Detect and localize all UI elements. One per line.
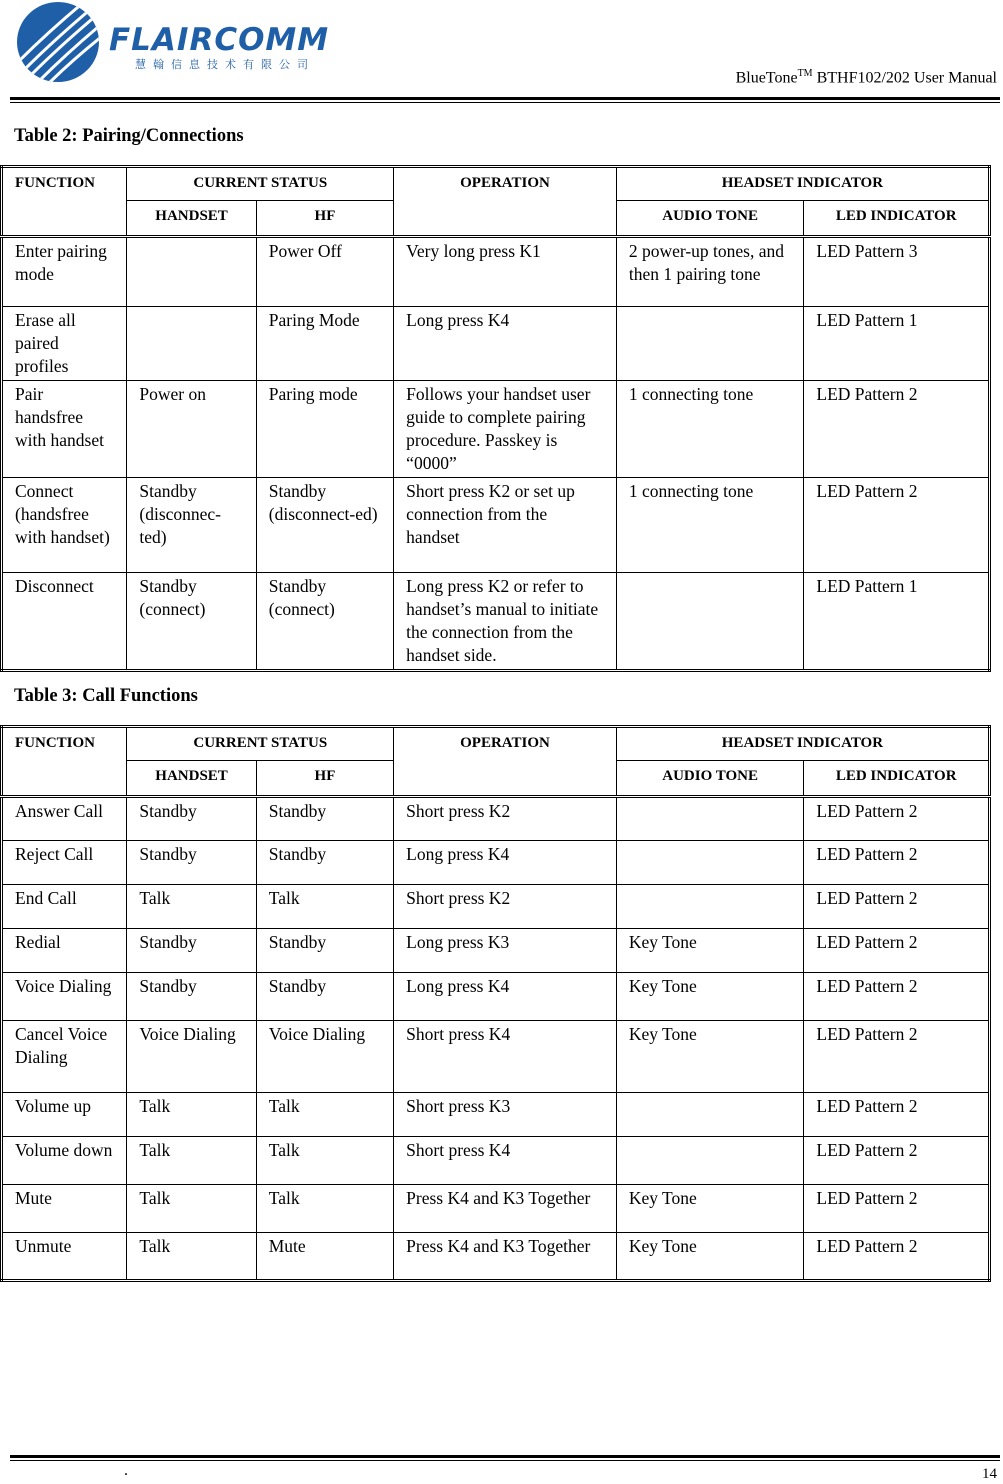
col-led-indicator: LED INDICATOR bbox=[804, 761, 990, 797]
col-headset-indicator: HEADSET INDICATOR bbox=[616, 727, 989, 761]
cell-handset: Standby bbox=[127, 929, 256, 973]
col-hf: HF bbox=[256, 761, 393, 797]
cell-handset bbox=[127, 237, 256, 307]
company-logo bbox=[14, 0, 330, 84]
cell-hf: Standby (connect) bbox=[256, 573, 393, 671]
col-operation: OPERATION bbox=[394, 727, 617, 797]
table-row bbox=[2, 1233, 990, 1281]
cell-audio-tone bbox=[616, 885, 804, 929]
cell-audio-tone: 1 connecting tone bbox=[616, 381, 804, 478]
col-audio-tone: AUDIO TONE bbox=[616, 201, 804, 237]
table-row bbox=[2, 573, 990, 671]
table-row bbox=[2, 307, 990, 381]
cell-audio-tone: Key Tone bbox=[616, 1185, 804, 1233]
cell-handset: Talk bbox=[127, 1185, 256, 1233]
cell-audio-tone: Key Tone bbox=[616, 973, 804, 1021]
cell-led: LED Pattern 2 bbox=[804, 973, 990, 1021]
cell-audio-tone bbox=[616, 1137, 804, 1185]
cell-hf: Talk bbox=[256, 1185, 393, 1233]
col-headset-indicator: HEADSET INDICATOR bbox=[616, 167, 989, 201]
cell-handset: Voice Dialing bbox=[127, 1021, 256, 1093]
cell-led: LED Pattern 1 bbox=[804, 573, 990, 671]
cell-hf: Standby (disconnect-ed) bbox=[256, 478, 393, 573]
cell-led: LED Pattern 2 bbox=[804, 841, 990, 885]
cell-function: Volume down bbox=[2, 1137, 127, 1185]
table-row bbox=[2, 478, 990, 573]
cell-operation: Press K4 and K3 Together bbox=[394, 1185, 617, 1233]
table3-caption: Table 3: Call Functions bbox=[14, 686, 198, 706]
cell-function: Unmute bbox=[2, 1233, 127, 1281]
cell-function: Connect (handsfree with handset) bbox=[2, 478, 127, 573]
table-call-functions bbox=[0, 725, 991, 1282]
cell-function: Erase all paired profiles bbox=[2, 307, 127, 381]
table-row bbox=[2, 929, 990, 973]
col-operation: OPERATION bbox=[394, 167, 617, 237]
cell-operation: Very long press K1 bbox=[394, 237, 617, 307]
cell-hf: Standby bbox=[256, 973, 393, 1021]
cell-operation: Long press K4 bbox=[394, 841, 617, 885]
cell-function: Enter pairing mode bbox=[2, 237, 127, 307]
table-row bbox=[2, 797, 990, 841]
cell-hf: Paring Mode bbox=[256, 307, 393, 381]
cell-led: LED Pattern 1 bbox=[804, 307, 990, 381]
col-handset: HANDSET bbox=[127, 201, 256, 237]
cell-led: LED Pattern 3 bbox=[804, 237, 990, 307]
cell-handset: Standby bbox=[127, 841, 256, 885]
col-handset: HANDSET bbox=[127, 761, 256, 797]
cell-led: LED Pattern 2 bbox=[804, 381, 990, 478]
cell-hf: Voice Dialing bbox=[256, 1021, 393, 1093]
header-rule bbox=[10, 97, 1000, 100]
cell-handset: Standby (connect) bbox=[127, 573, 256, 671]
cell-function: End Call bbox=[2, 885, 127, 929]
col-current-status: CURRENT STATUS bbox=[127, 727, 394, 761]
col-current-status: CURRENT STATUS bbox=[127, 167, 394, 201]
cell-hf: Standby bbox=[256, 929, 393, 973]
cell-hf: Talk bbox=[256, 1093, 393, 1137]
cell-function: Volume up bbox=[2, 1093, 127, 1137]
table-row bbox=[2, 1093, 990, 1137]
cell-handset: Standby bbox=[127, 973, 256, 1021]
cell-audio-tone bbox=[616, 573, 804, 671]
cell-handset: Talk bbox=[127, 885, 256, 929]
col-hf: HF bbox=[256, 201, 393, 237]
footer-rule-thin bbox=[10, 1460, 1000, 1461]
trademark-mark: TM bbox=[797, 68, 813, 79]
table-row bbox=[2, 381, 990, 478]
cell-led: LED Pattern 2 bbox=[804, 1137, 990, 1185]
table-row bbox=[2, 973, 990, 1021]
cell-function: Reject Call bbox=[2, 841, 127, 885]
cell-operation: Long press K4 bbox=[394, 973, 617, 1021]
cell-function: Voice Dialing bbox=[2, 973, 127, 1021]
col-function: FUNCTION bbox=[2, 727, 127, 797]
cell-handset bbox=[127, 307, 256, 381]
cell-function: Disconnect bbox=[2, 573, 127, 671]
cell-audio-tone bbox=[616, 841, 804, 885]
cell-operation: Follows your handset user guide to complete pairing procedure. Passkey is “0000” bbox=[394, 381, 617, 478]
cell-audio-tone: 2 power-up tones, and then 1 pairing tone bbox=[616, 237, 804, 307]
cell-function: Cancel Voice Dialing bbox=[2, 1021, 127, 1093]
cell-handset: Standby (disconnec-ted) bbox=[127, 478, 256, 573]
table-row bbox=[2, 1185, 990, 1233]
cell-hf: Standby bbox=[256, 797, 393, 841]
table-row bbox=[2, 1137, 990, 1185]
document-title bbox=[736, 68, 997, 87]
footer-rule bbox=[10, 1455, 1000, 1458]
cell-hf: Mute bbox=[256, 1233, 393, 1281]
cell-operation: Press K4 and K3 Together bbox=[394, 1233, 617, 1281]
cell-led: LED Pattern 2 bbox=[804, 1021, 990, 1093]
cell-operation: Short press K4 bbox=[394, 1137, 617, 1185]
cell-audio-tone bbox=[616, 797, 804, 841]
cell-led: LED Pattern 2 bbox=[804, 478, 990, 573]
cell-function: Answer Call bbox=[2, 797, 127, 841]
logo-subtext: 慧翰信息技术有限公司 bbox=[135, 58, 315, 71]
cell-operation: Long press K3 bbox=[394, 929, 617, 973]
cell-hf: Talk bbox=[256, 1137, 393, 1185]
cell-hf: Talk bbox=[256, 885, 393, 929]
cell-led: LED Pattern 2 bbox=[804, 885, 990, 929]
cell-audio-tone: Key Tone bbox=[616, 929, 804, 973]
table-row bbox=[2, 1021, 990, 1093]
cell-audio-tone: Key Tone bbox=[616, 1021, 804, 1093]
cell-operation: Short press K2 bbox=[394, 885, 617, 929]
cell-led: LED Pattern 2 bbox=[804, 1185, 990, 1233]
doc-title-prefix: BlueTone bbox=[735, 69, 798, 87]
doc-title-suffix: BTHF102/202 User Manual bbox=[812, 69, 997, 87]
cell-led: LED Pattern 2 bbox=[804, 929, 990, 973]
cell-hf: Power Off bbox=[256, 237, 393, 307]
cell-operation: Short press K4 bbox=[394, 1021, 617, 1093]
table2-caption: Table 2: Pairing/Connections bbox=[14, 126, 244, 146]
cell-operation: Short press K3 bbox=[394, 1093, 617, 1137]
cell-led: LED Pattern 2 bbox=[804, 1233, 990, 1281]
cell-audio-tone bbox=[616, 1093, 804, 1137]
table-row bbox=[2, 841, 990, 885]
cell-function: Pair handsfree with handset bbox=[2, 381, 127, 478]
cell-operation: Long press K2 or refer to handset’s manual to initiate the connection from the handset side. bbox=[394, 573, 617, 671]
cell-hf: Standby bbox=[256, 841, 393, 885]
logo-text: FLAIRCOMM bbox=[109, 22, 330, 58]
cell-handset: Talk bbox=[127, 1137, 256, 1185]
cell-handset: Power on bbox=[127, 381, 256, 478]
globe-icon bbox=[14, 0, 104, 84]
cell-function: Mute bbox=[2, 1185, 127, 1233]
col-led-indicator: LED INDICATOR bbox=[804, 201, 990, 237]
page-number: 14 bbox=[982, 1466, 997, 1482]
table-row bbox=[2, 237, 990, 307]
cell-handset: Talk bbox=[127, 1093, 256, 1137]
footer-mark: . bbox=[124, 1462, 128, 1479]
cell-handset: Standby bbox=[127, 797, 256, 841]
cell-operation: Short press K2 or set up connection from the handset bbox=[394, 478, 617, 573]
header-rule-thin bbox=[10, 102, 1000, 103]
col-function: FUNCTION bbox=[2, 167, 127, 237]
col-audio-tone: AUDIO TONE bbox=[616, 761, 804, 797]
cell-audio-tone: Key Tone bbox=[616, 1233, 804, 1281]
cell-function: Redial bbox=[2, 929, 127, 973]
cell-handset: Talk bbox=[127, 1233, 256, 1281]
cell-led: LED Pattern 2 bbox=[804, 797, 990, 841]
cell-audio-tone bbox=[616, 307, 804, 381]
cell-audio-tone: 1 connecting tone bbox=[616, 478, 804, 573]
cell-led: LED Pattern 2 bbox=[804, 1093, 990, 1137]
table-pairing-connections bbox=[0, 165, 991, 672]
table-row bbox=[2, 885, 990, 929]
cell-hf: Paring mode bbox=[256, 381, 393, 478]
cell-operation: Long press K4 bbox=[394, 307, 617, 381]
cell-operation: Short press K2 bbox=[394, 797, 617, 841]
